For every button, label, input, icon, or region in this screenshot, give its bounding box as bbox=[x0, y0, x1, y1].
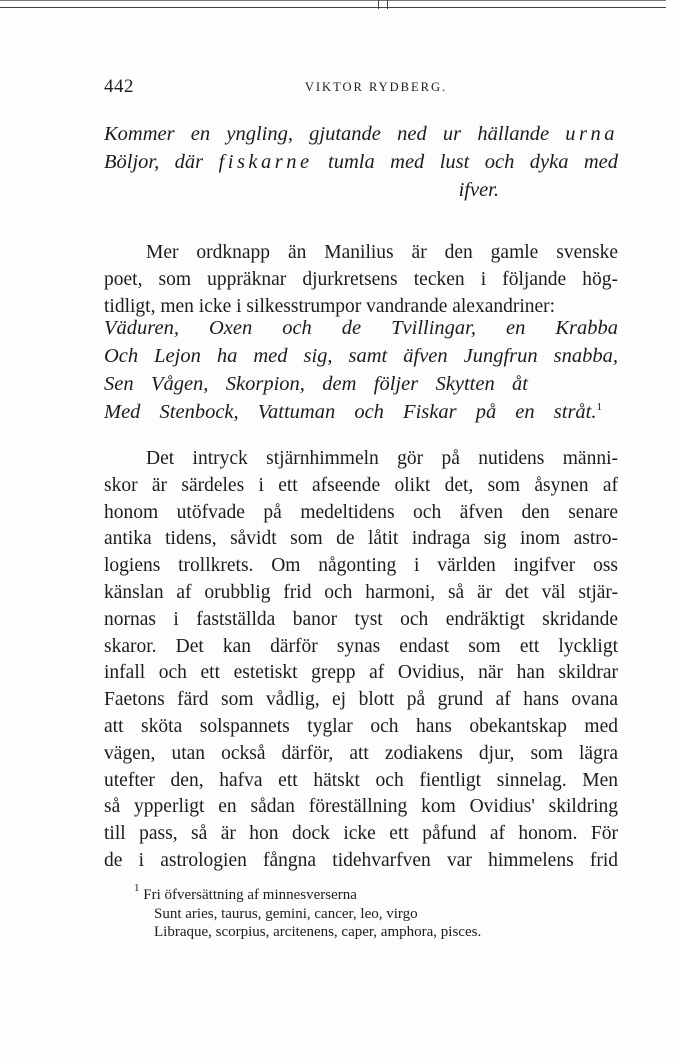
footnote-ref: 1 bbox=[596, 401, 602, 413]
verse-text: Kommer en yngling, gjutande ned ur hällande bbox=[104, 123, 550, 145]
verse-text: tumla med lust och dyka med bbox=[328, 151, 619, 173]
text-line: infall och ett estetiskt grepp af Ovidius, när han skildrar bbox=[104, 662, 618, 684]
paragraph-2 bbox=[104, 446, 618, 875]
page-header bbox=[104, 76, 618, 102]
verse-spaced-text: urna bbox=[565, 123, 618, 145]
text-line: Det intryck stjärnhimmeln gör på nutidens männi- bbox=[146, 448, 618, 469]
text-line: utefter den, hafva ett hätskt och fientligt sinnelag. Men bbox=[104, 769, 618, 791]
top-edge-line bbox=[0, 0, 666, 1]
text-line: poet, som uppräknar djurkretsens tecken i följande hög- bbox=[104, 268, 618, 290]
text-line: till pass, så är hon dock icke ett påfund af honom. För bbox=[104, 823, 618, 845]
text-line: känslan af orubblig frid och harmoni, så är det väl stjär- bbox=[104, 581, 618, 603]
verse-mid-line-1: Väduren, Oxen och de Tvillingar, en Krabba bbox=[104, 317, 618, 339]
running-head: VIKTOR RYDBERG. bbox=[304, 80, 448, 94]
text-line: så ypperligt en sådan föreställning kom Ovidius' skildring bbox=[104, 796, 618, 818]
text-line: Faetons färd som vådlig, ej blott på grund af hans ovana bbox=[104, 689, 618, 711]
footnote-marker: 1 bbox=[134, 882, 140, 894]
verse-mid-line-2: Och Lejon ha med sig, samt äfven Jungfrun snabba, bbox=[104, 345, 618, 367]
footnote bbox=[134, 882, 618, 942]
footnote-line-2: Sunt aries, taurus, gemini, cancer, leo, virgo bbox=[154, 905, 418, 922]
footnote-line-3: Libraque, scorpius, arcitenens, caper, amphora, pisces. bbox=[154, 924, 482, 940]
text-line: skor är särdeles i ett afseende olikt det, som åsynen af bbox=[104, 474, 618, 496]
text-line: skaror. Det kan därför synas endast som ett lyckligt bbox=[104, 635, 618, 657]
verse-top-line-2 bbox=[104, 148, 618, 176]
page-number: 442 bbox=[104, 76, 134, 97]
paragraph-1 bbox=[104, 240, 618, 320]
text-line: tidligt, men icke i silkesstrumpor vandrande alexandriner: bbox=[104, 295, 556, 317]
text-line: logiens trollkrets. Om någonting i världen ingifver oss bbox=[104, 555, 618, 577]
text-line: nornas i fastställda banor tyst och endräktigt skridande bbox=[104, 608, 618, 630]
verse-spaced-text: fiskarne bbox=[218, 151, 313, 173]
footnote-text: Fri öfversättning af minnesverserna bbox=[143, 887, 357, 903]
verse-mid-line-4 bbox=[104, 398, 602, 426]
text-line: vägen, utan också därför, att zodiakens djur, som lägra bbox=[104, 742, 618, 764]
verse-top-line-1 bbox=[104, 120, 618, 148]
verse-text: Böljor, där bbox=[104, 151, 204, 173]
footnote-line-1 bbox=[134, 882, 618, 905]
text-line: honom utöfvade på medeltidens och äfven den senare bbox=[104, 501, 618, 523]
text-line: att sköta solspannets tyglar och hans obekantskap med bbox=[104, 715, 618, 737]
text-line: Mer ordknapp än Manilius är den gamle svenske bbox=[146, 242, 618, 263]
verse-text: Med Stenbock, Vattuman och Fiskar på en stråt. bbox=[104, 401, 597, 423]
top-rule bbox=[0, 7, 666, 8]
text-line: antika tidens, såvidt som de låtit indraga sig inom astro- bbox=[104, 528, 618, 550]
verse-mid-line-3: Sen Vågen, Skorpion, dem följer Skytten åt bbox=[104, 373, 528, 395]
text-line: de i astrologien fångna tidehvarfven var himmelens frid bbox=[104, 849, 618, 871]
rule-tick bbox=[387, 0, 388, 9]
verse-top-line-3: ifver. bbox=[458, 179, 499, 201]
rule-tick bbox=[378, 0, 379, 9]
